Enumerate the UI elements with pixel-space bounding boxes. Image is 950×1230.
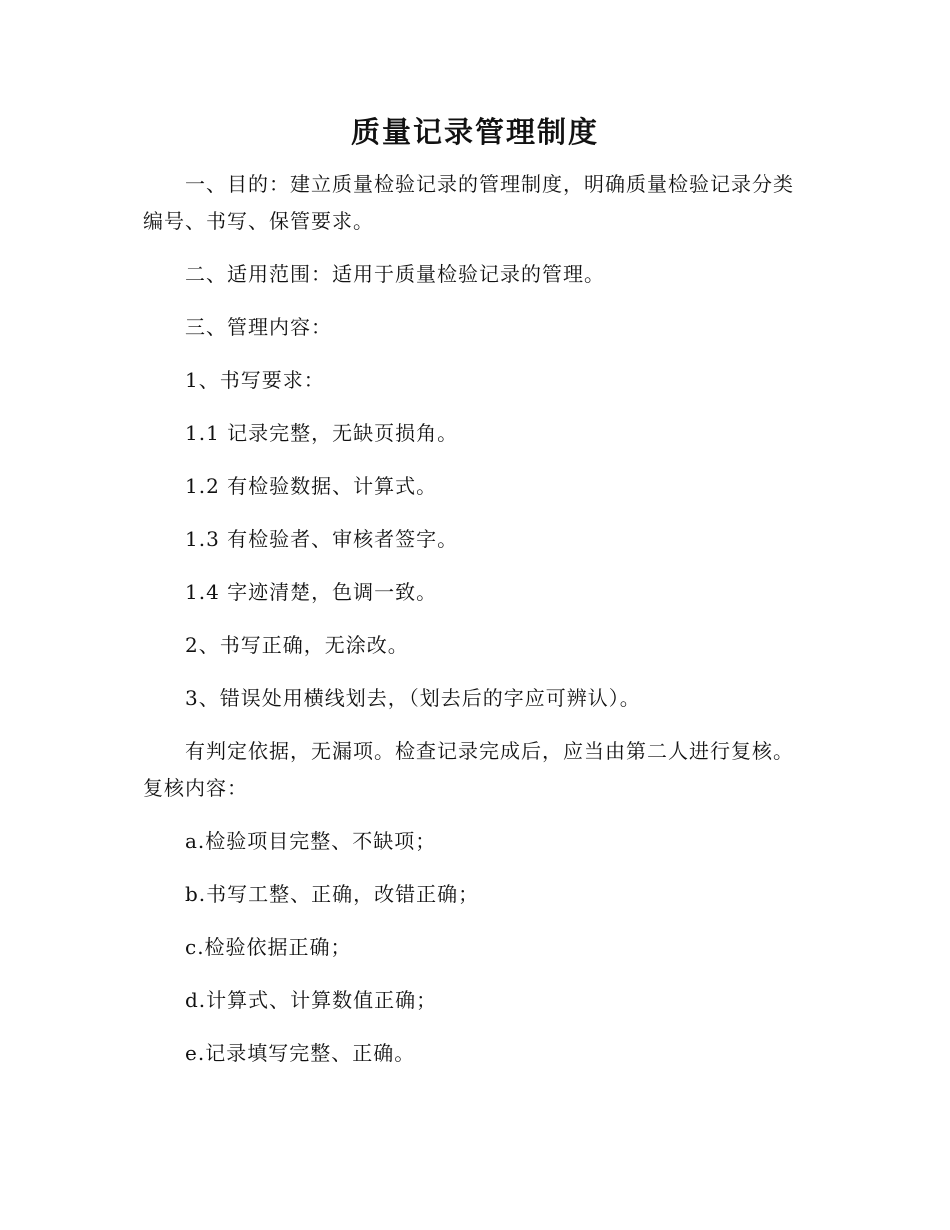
paragraph-item-1-2: 1.2 有检验数据、计算式。 <box>185 474 438 498</box>
paragraph-item-2: 2、书写正确，无涂改。 <box>185 633 409 657</box>
paragraph-purpose: 一、目的：建立质量检验记录的管理制度，明确质量检验记录分类编号、书写、保管要求。 <box>143 172 794 233</box>
paragraph-writing-requirements: 1、书写要求： <box>185 368 325 392</box>
paragraph-content-heading: 三、管理内容： <box>185 315 332 339</box>
paragraph-review-c: c.检验依据正确； <box>185 935 352 959</box>
paragraph-review-a: a.检验项目完整、不缺项； <box>185 829 437 853</box>
paragraph-review-d: d.计算式、计算数值正确； <box>185 988 438 1012</box>
document-title: 质量记录管理制度 <box>350 115 599 149</box>
paragraph-item-1-4: 1.4 字迹清楚，色调一致。 <box>185 580 438 604</box>
paragraph-review-e: e.记录填写完整、正确。 <box>185 1041 416 1065</box>
document-body <box>143 166 803 1088</box>
paragraph-review-b: b.书写工整、正确，改错正确； <box>185 882 480 906</box>
paragraph-scope: 二、适用范围：适用于质量检验记录的管理。 <box>185 262 605 286</box>
paragraph-item-3: 3、错误处用横线划去，（划去后的字应可辨认）。 <box>185 686 641 710</box>
paragraph-item-1-3: 1.3 有检验者、审核者签字。 <box>185 527 459 551</box>
paragraph-item-1-1: 1.1 记录完整，无缺页损角。 <box>185 421 459 445</box>
paragraph-review: 有判定依据，无漏项。检查记录完成后，应当由第二人进行复核。复核内容： <box>143 739 794 800</box>
